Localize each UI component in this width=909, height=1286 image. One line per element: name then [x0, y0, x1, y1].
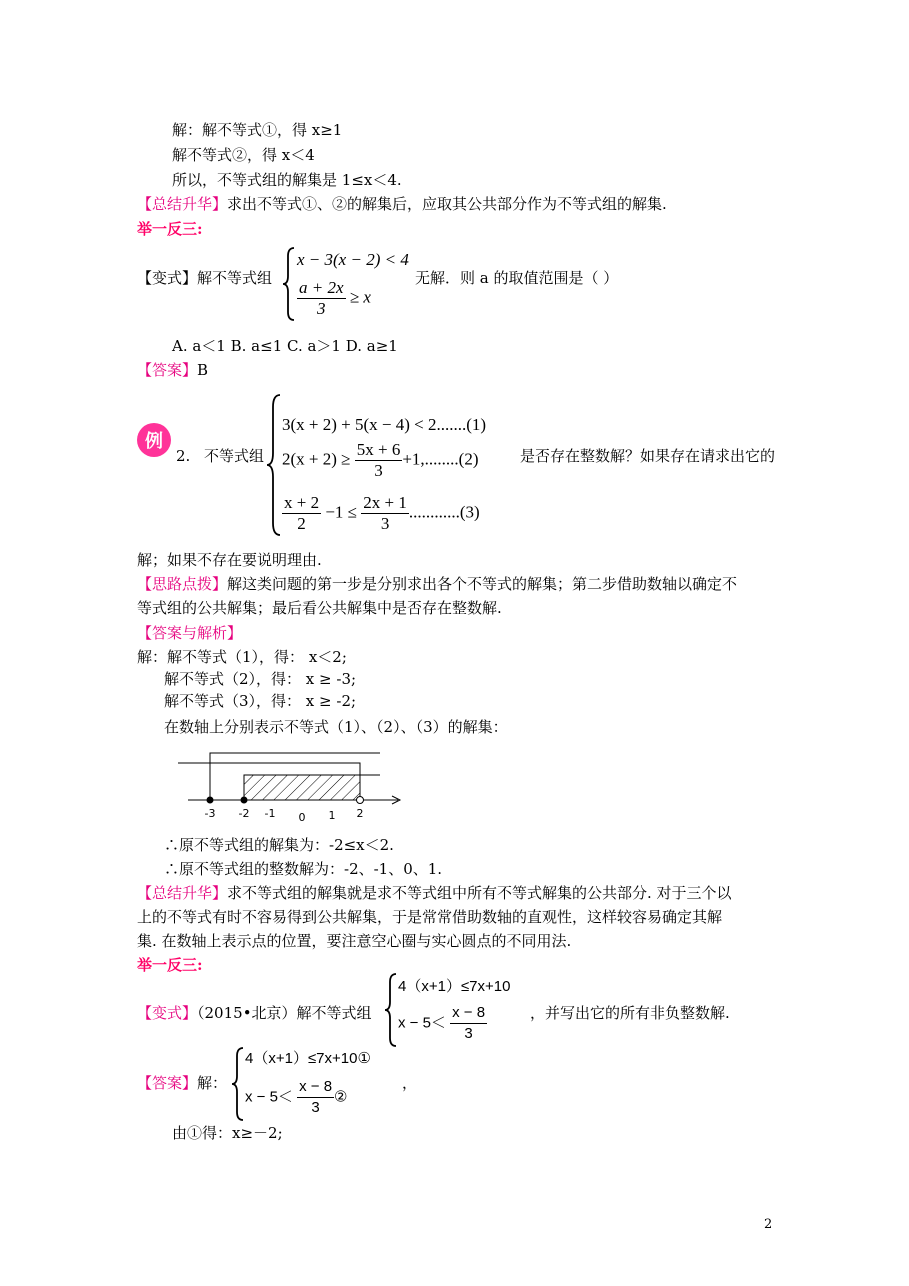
eq2-lhs: 2(x + 2) ≥: [282, 449, 351, 469]
solution-line-3: 所以，不等式组的解集是 1≤x＜4.: [172, 171, 402, 189]
summary-2-line-1: [137, 883, 732, 903]
frac-num: x − 8: [297, 1077, 334, 1098]
frac-den: 3: [380, 514, 390, 533]
variant-tag: 【变式】: [137, 269, 198, 287]
variant2-eq2: [398, 1003, 487, 1044]
frac-den: 3: [317, 299, 326, 318]
answer3-prefix: [137, 1073, 227, 1093]
left-brace-icon: [282, 246, 296, 322]
tick-label: 2: [356, 807, 364, 820]
answer2-line-2: 解不等式（2），得： x ≥ -3;: [164, 670, 357, 688]
eq2-rhs: +1,........(2): [402, 449, 479, 469]
example-badge-label: 例: [145, 431, 163, 452]
answer2-line-1: 解：解不等式（1），得： x＜2;: [137, 648, 347, 666]
variant2-eq1: 4（x+1）≤7x+10: [398, 978, 511, 995]
summary-1: [137, 194, 667, 214]
example2-cont: 解；如果不存在要说明理由.: [137, 551, 322, 569]
hatched-region: [244, 775, 360, 800]
tick-label: 0: [298, 811, 306, 824]
page-number: 2: [764, 1217, 773, 1232]
answer2-tag: 【答案与解析】: [137, 624, 243, 642]
example-badge: [137, 423, 171, 457]
answer-prefix: 解：: [197, 1074, 228, 1092]
example2-prefix: 不等式组: [204, 447, 265, 465]
example2-eq1: 3(x + 2) + 5(x − 4) < 2.......(1): [282, 415, 487, 434]
example2-suffix: 是否存在整数解？如果存在请求出它的: [520, 447, 776, 465]
variant2-prefix: [137, 1003, 372, 1023]
eq2-lhs: x − 5＜: [245, 1088, 293, 1106]
answer3-eq2: [245, 1077, 348, 1118]
section-heading: 举一反三:: [137, 220, 203, 238]
example2-eq2: [282, 440, 479, 481]
tick-label: -2: [238, 807, 250, 820]
tick-label: 1: [328, 809, 336, 822]
result-line-2: ∴原不等式组的整数解为：-2、-1、0、1.: [164, 860, 443, 878]
variant-tag: 【变式】: [137, 1004, 198, 1022]
solution-line-2: 解不等式②，得 x＜4: [172, 146, 315, 164]
tick-label: -3: [204, 807, 216, 820]
left-brace-icon: [266, 393, 282, 537]
point-minus-2: [241, 797, 248, 804]
frac-num: a + 2x: [299, 278, 344, 297]
summary-text: 求不等式组的解集就是求不等式组中所有不等式解集的公共部分. 对于三个以: [227, 884, 732, 902]
hint-tag: 【思路点拨】: [137, 575, 228, 593]
hint-line-2: 等式组的公共解集；最后看公共解集中是否存在整数解.: [137, 599, 502, 617]
example2-eq3: [282, 493, 480, 534]
hint-text: 解这类问题的第一步是分别求出各个不等式的解集；第二步借助数轴以确定不: [227, 575, 738, 593]
frac-den: 3: [374, 461, 383, 480]
variant1-eq2: [297, 278, 371, 319]
variant1-suffix: 无解．则 a 的取值范围是（ ）: [415, 269, 619, 287]
summary-2-line-2: 上的不等式有时不容易得到公共解集，于是常常借助数轴的直观性，这样较容易确定其解: [137, 908, 723, 926]
variant-source: （2015•北京）: [197, 1004, 297, 1022]
answer3-eq1: 4（x+1）≤7x+10①: [245, 1050, 371, 1067]
summary-2-line-3: 集. 在数轴上表示点的位置，要注意空心圈与实心圆点的不同用法.: [137, 932, 572, 950]
left-brace-icon: [231, 1046, 245, 1122]
variant-prefix-text: 解不等式组: [197, 269, 273, 287]
eq2-mark: ②: [334, 1088, 348, 1106]
answer3-line-1: 由①得：x≥－2;: [172, 1124, 283, 1142]
variant-prefix-text: 解不等式组: [296, 1004, 372, 1022]
variant1-options: A. a＜1 B. a≤1 C. a＞1 D. a≥1: [172, 337, 398, 355]
variant2-suffix: ，并写出它的所有非负整数解.: [530, 1004, 730, 1022]
frac-num: 5x + 6: [356, 440, 401, 459]
variant1-eq1: x − 3(x − 2) < 4: [297, 250, 409, 269]
frac-den: 2: [297, 514, 306, 533]
eq3-mid: −1 ≤: [325, 502, 358, 522]
frac-rhs: ≥ x: [349, 287, 371, 307]
variant-1-prefix: [137, 268, 272, 288]
answer2-line-3: 解不等式（3），得： x ≥ -2;: [164, 692, 357, 710]
frac-num: x + 2: [284, 493, 320, 512]
section-heading-2: 举一反三:: [137, 956, 203, 974]
answer-tag: 【答案】: [137, 361, 198, 379]
example2-number: 2.: [176, 447, 191, 465]
frac-den: 3: [464, 1025, 473, 1042]
left-brace-icon: [384, 972, 398, 1048]
summary-text: 求出不等式①、②的解集后，应取其公共部分作为不等式组的解集.: [227, 195, 667, 213]
number-line-diagram: [170, 745, 410, 825]
frac-num: x − 8: [450, 1003, 487, 1024]
hint-line-1: [137, 574, 737, 594]
answer2-line-4: 在数轴上分别表示不等式（1）、（2）、（3）的解集：: [164, 718, 508, 736]
point-2-open: [357, 797, 364, 804]
frac-den: 3: [311, 1099, 320, 1116]
answer-1: [137, 360, 208, 380]
eq3-rhs: ............(3): [408, 502, 480, 522]
tick-label: -1: [264, 807, 276, 820]
point-minus-3: [207, 797, 214, 804]
answer-value: B: [197, 361, 209, 379]
eq2-lhs: x − 5＜: [398, 1014, 446, 1032]
summary-tag: 【总结升华】: [137, 195, 228, 213]
answer-tag: 【答案】: [137, 1074, 198, 1092]
frac-num: 2x + 1: [363, 493, 407, 512]
summary-tag: 【总结升华】: [137, 884, 228, 902]
result-line-1: ∴原不等式组的解集为：-2≤x＜2.: [164, 836, 394, 854]
solution-line-1: 解：解不等式①，得 x≥1: [172, 121, 343, 139]
answer3-comma: ，: [402, 1074, 418, 1092]
